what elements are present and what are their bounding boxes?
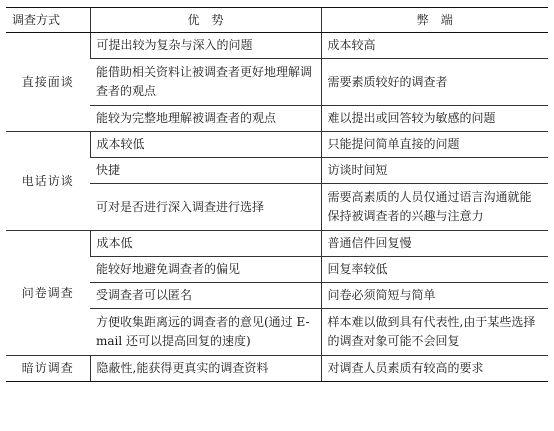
table-row: [6, 33, 548, 59]
disadvantage-cell: 回复率较低: [321, 257, 548, 283]
method-cell: 问卷调查: [6, 231, 90, 356]
header-disadvantage: 弊 端: [321, 8, 548, 33]
disadvantage-cell: 需要高素质的人员仅通过语言沟通就能保持被调查者的兴趣与注意力: [321, 184, 548, 231]
advantage-cell: 成本低: [90, 231, 321, 257]
advantage-cell: 快捷: [90, 158, 321, 184]
advantage-cell: 受调查者可以匿名: [90, 283, 321, 309]
advantage-cell: 方便收集距离远的调查者的意见(通过 E-mail 还可以提高回复的速度): [90, 309, 321, 356]
disadvantage-cell: 对调查人员素质有较高的要求: [321, 356, 548, 382]
header-method: 调查方式: [6, 8, 90, 33]
advantage-cell: 能较为完整地理解被调查者的观点: [90, 106, 321, 132]
disadvantage-cell: 访谈时间短: [321, 158, 548, 184]
disadvantage-cell: 普通信件回复慢: [321, 231, 548, 257]
disadvantage-cell: 样本难以做到具有代表性,由于某些选择的调查对象可能不会回复: [321, 309, 548, 356]
table-row: [6, 231, 548, 257]
advantage-cell: 隐蔽性,能获得更真实的调查资料: [90, 356, 321, 382]
disadvantage-cell: 难以提出或回答较为敏感的问题: [321, 106, 548, 132]
table-row: [6, 356, 548, 382]
method-cell: 暗访调查: [6, 356, 90, 382]
disadvantage-cell: 需要素质较好的调查者: [321, 59, 548, 106]
advantage-cell: 可提出较为复杂与深入的问题: [90, 33, 321, 59]
disadvantage-cell: 成本较高: [321, 33, 548, 59]
header-row: [6, 8, 548, 33]
method-cell: 电话访谈: [6, 132, 90, 231]
header-advantage: 优 势: [90, 8, 321, 33]
comparison-table: [6, 7, 548, 382]
table-row: [6, 132, 548, 158]
advantage-cell: 能较好地避免调查者的偏见: [90, 257, 321, 283]
method-cell: 直接面谈: [6, 33, 90, 132]
disadvantage-cell: 问卷必须简短与简单: [321, 283, 548, 309]
advantage-cell: 可对是否进行深入调查进行选择: [90, 184, 321, 231]
disadvantage-cell: 只能提问简单直接的问题: [321, 132, 548, 158]
advantage-cell: 成本较低: [90, 132, 321, 158]
advantage-cell: 能借助相关资料让被调查者更好地理解调查者的观点: [90, 59, 321, 106]
